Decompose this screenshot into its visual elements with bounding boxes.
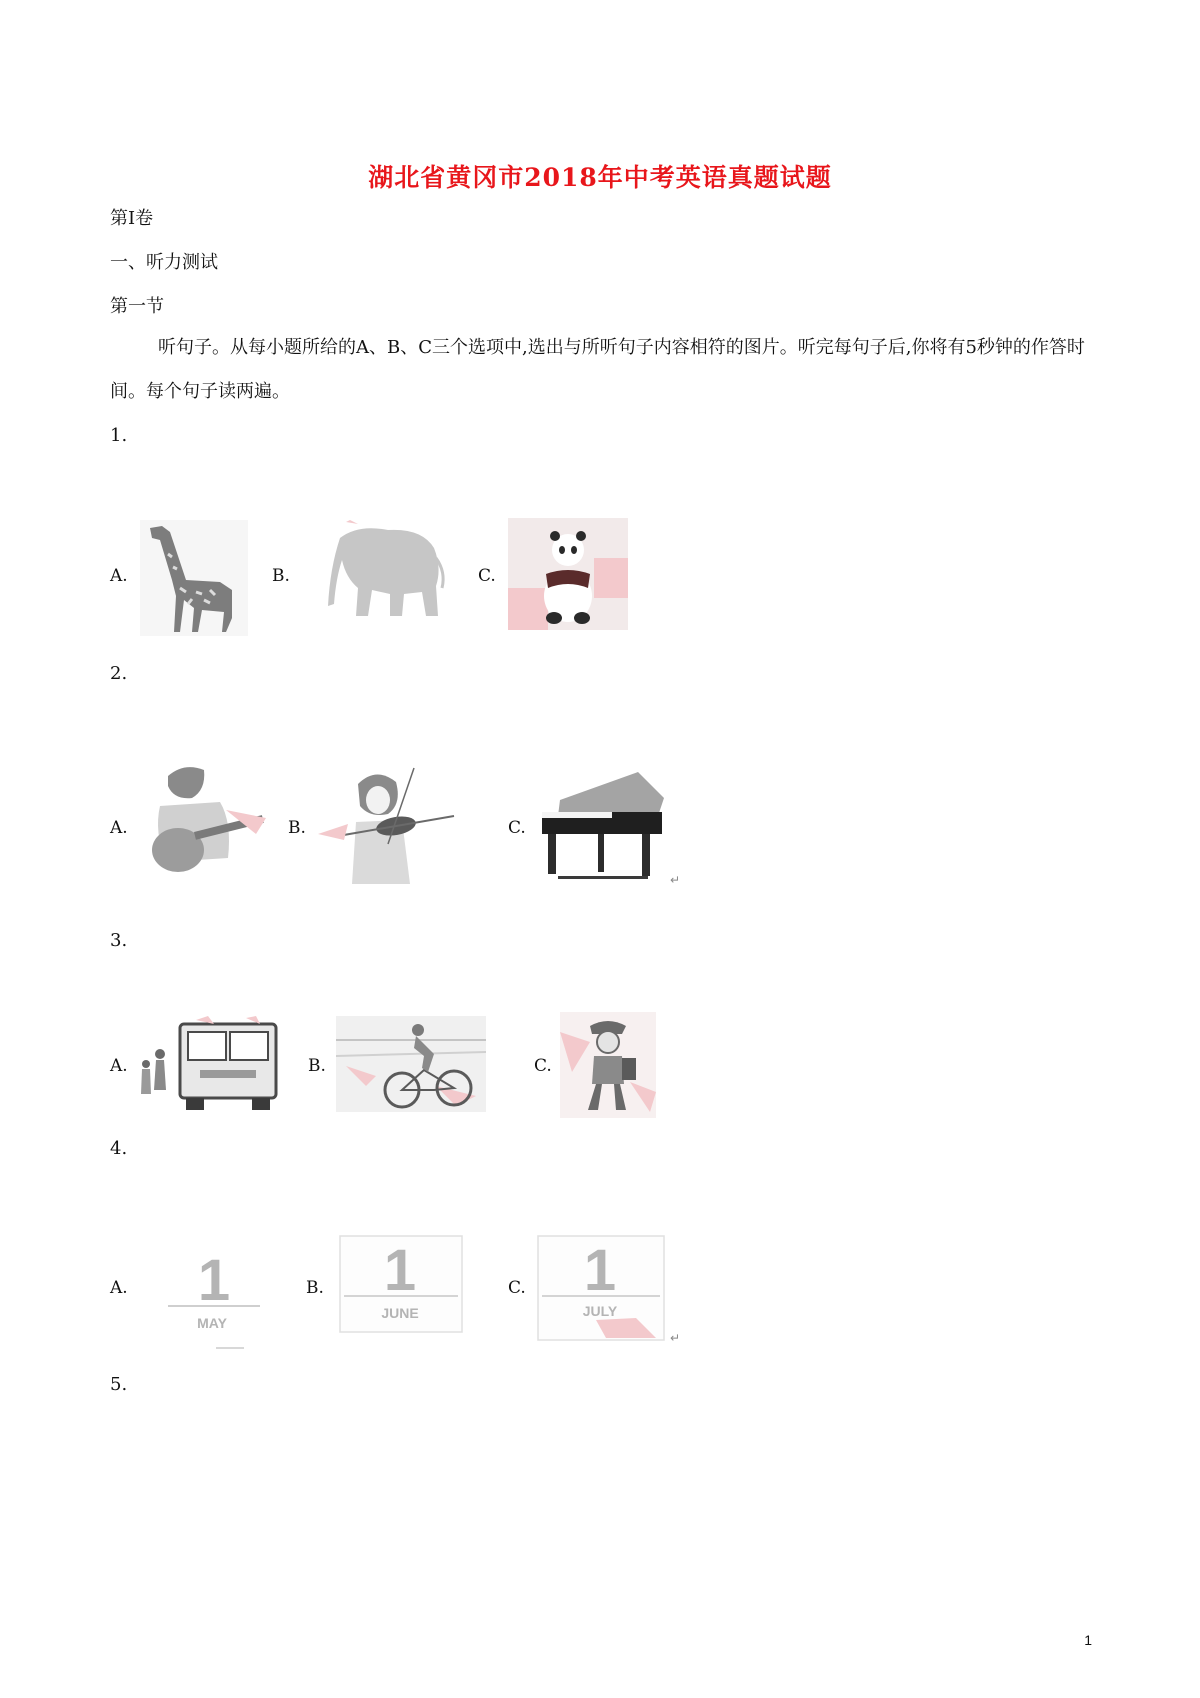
page-number: 1 xyxy=(1084,1632,1092,1648)
calendar-month: JULY xyxy=(582,1303,618,1319)
elephant-icon xyxy=(318,518,454,622)
calendar-day: 1 xyxy=(197,1248,231,1313)
guitar-player-icon xyxy=(136,762,270,888)
piano-icon xyxy=(538,768,686,886)
violin-player-icon xyxy=(318,764,460,886)
option-label: A. xyxy=(110,1056,128,1076)
svg-text:↵: ↵ xyxy=(670,873,681,886)
option-label: A. xyxy=(110,818,128,838)
question-number: 5. xyxy=(110,1374,128,1395)
question-number: 3. xyxy=(110,930,128,951)
page-title: 湖北省黄冈市2018年中考英语真题试题 xyxy=(368,163,832,192)
question-number: 4. xyxy=(110,1138,128,1159)
option-label: B. xyxy=(306,1278,324,1298)
calendar-icon xyxy=(536,1234,688,1344)
giraffe-icon xyxy=(140,520,248,636)
option-label: B. xyxy=(288,818,306,838)
option-label: C. xyxy=(534,1056,552,1076)
calendar-day: 1 xyxy=(583,1238,617,1303)
question-number: 1. xyxy=(110,425,128,446)
calendar-icon xyxy=(338,1234,464,1334)
option-label: A. xyxy=(110,566,128,586)
panda-icon xyxy=(508,518,628,630)
instructions: 听句子。从每小题所给的A、B、C三个选项中,选出与所听句子内容相符的图片。听完每句子后,你将有5秒钟的作答时间。每个句子读两遍。 xyxy=(110,337,1085,402)
option-label: B. xyxy=(272,566,290,586)
part-heading: 一、听力测试 xyxy=(110,252,218,273)
question-number: 2. xyxy=(110,663,128,684)
walking-boy-icon xyxy=(560,1012,656,1118)
section-heading: 第一节 xyxy=(110,296,164,317)
option-label: C. xyxy=(508,818,526,838)
option-label: B. xyxy=(308,1056,326,1076)
svg-text:↵: ↵ xyxy=(670,1331,681,1344)
option-label: A. xyxy=(110,1278,128,1298)
option-label: C. xyxy=(478,566,496,586)
calendar-month: MAY xyxy=(197,1315,227,1331)
calendar-icon xyxy=(160,1232,268,1352)
volume-heading: 第Ⅰ卷 xyxy=(110,208,154,229)
bike-rider-icon xyxy=(336,1016,486,1112)
calendar-month: JUNE xyxy=(381,1305,419,1321)
bus-icon xyxy=(136,1014,284,1114)
option-label: C. xyxy=(508,1278,526,1298)
calendar-day: 1 xyxy=(383,1238,417,1303)
